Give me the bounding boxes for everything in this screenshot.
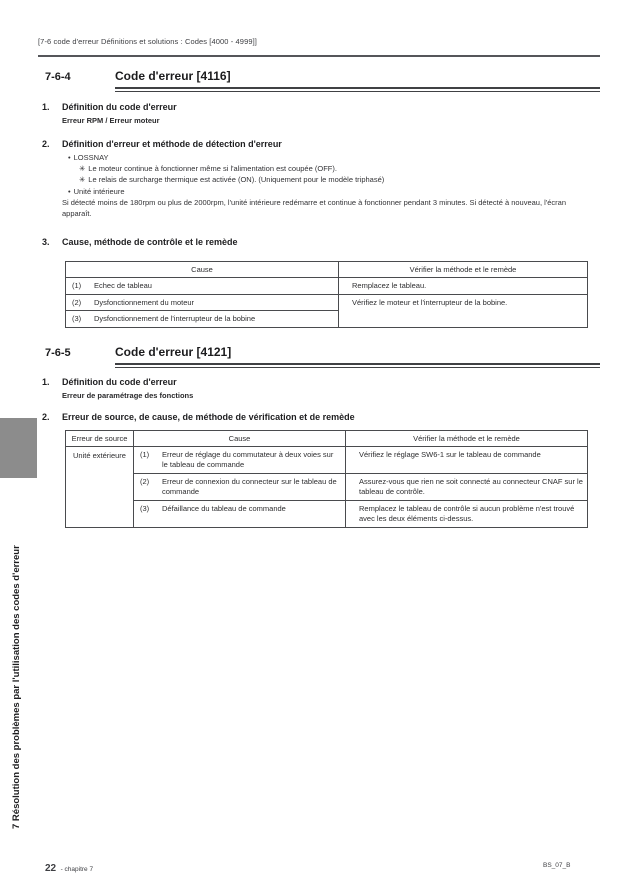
page-number: 22 [45, 863, 57, 874]
condition-text: Le relais de surcharge thermique est activée (ON). (Uniquement pour le modèle triphasé) [88, 175, 385, 184]
bullet-label: LOSSNAY [73, 153, 109, 162]
section-title-rule [115, 87, 600, 92]
chapter-side-label: 7 Résolution des problèmes par l'utilisation des codes d'erreur [11, 545, 22, 829]
cause-text: Dysfonctionnement de l'interrupteur de la bobine [94, 314, 256, 323]
column-header-remedy: Vérifier la méthode et le remède [346, 431, 588, 447]
cause-text: Erreur de connexion du connecteur sur le tableau de commande [162, 477, 337, 496]
column-header-cause: Cause [66, 262, 339, 278]
cause-text: Echec de tableau [94, 281, 152, 290]
item-heading-definition: Définition du code d'erreur [62, 102, 177, 112]
item-number: 2. [42, 139, 50, 149]
table-row [66, 294, 588, 311]
row-number: (2) [140, 477, 150, 486]
row-number: (1) [72, 281, 82, 290]
item-number: 1. [42, 102, 50, 112]
chapter-label: - chapitre 7 [60, 866, 94, 873]
remedy-cell: Vérifiez le réglage SW6-1 sur le tableau de commande [346, 447, 588, 474]
cause-text: Dysfonctionnement du moteur [94, 297, 195, 307]
cause-cell [66, 311, 339, 328]
bullet-indoor-unit [68, 187, 125, 196]
cause-cell [66, 278, 339, 295]
bullet-label: Unité intérieure [73, 187, 125, 196]
column-header-remedy: Vérifier la méthode et le remède [339, 262, 588, 278]
header-divider [38, 55, 600, 57]
bullet-lossnay [68, 153, 109, 162]
item-number: 1. [42, 377, 50, 387]
source-cause-remedy-table-4121 [65, 430, 588, 528]
item-heading-source-cause: Erreur de source, de cause, de méthode de vérification et de remède [62, 412, 355, 422]
table-header-row [66, 431, 588, 447]
cause-text: Erreur de réglage du commutateur à deux voies sur le tableau de commande [162, 450, 334, 469]
cause-cell [66, 294, 339, 311]
section-number-764: 7-6-4 [45, 71, 71, 83]
section-title-4121: Code d'erreur [4121] [115, 345, 232, 359]
item-heading-detection: Définition d'erreur et méthode de détection d'erreur [62, 139, 282, 149]
table-header-row [66, 262, 588, 278]
row-number: (3) [140, 504, 150, 513]
asterisk-icon: ✳ [79, 164, 86, 173]
page-footer-left [45, 858, 93, 876]
bullet-icon: • [68, 187, 71, 196]
section-number-765: 7-6-5 [45, 347, 71, 359]
detection-condition-1 [79, 164, 337, 173]
cause-cell [134, 447, 346, 474]
condition-text: Le moteur continue à fonctionner même si l'alimentation est coupée (OFF). [88, 164, 337, 173]
chapter-tab [0, 418, 37, 478]
item-heading-cause-remedy: Cause, méthode de contrôle et le remède [62, 237, 238, 247]
detection-condition-2 [79, 175, 384, 184]
section-title-rule [115, 363, 600, 368]
remedy-cell: Remplacez le tableau. [339, 278, 588, 295]
remedy-cell: Assurez-vous que rien ne soit connecté au connecteur CNAF sur le tableau de contrôle. [346, 474, 588, 501]
remedy-cell: Remplacez le tableau de contrôle si aucun problème n'est trouvé avec les deux éléments ci-dessus. [346, 501, 588, 528]
row-number: (2) [72, 297, 82, 307]
remedy-cell: Vérifiez le moteur et l'interrupteur de la bobine. [339, 294, 588, 327]
table-row [66, 501, 588, 528]
error-source-cell: Unité extérieure [66, 447, 134, 528]
item-number: 2. [42, 412, 50, 422]
cause-text: Défaillance du tableau de commande [162, 504, 286, 513]
detection-description: Si détecté moins de 180rpm ou plus de 2000rpm, l'unité intérieure redémarre et continue à fonctionner pendant 3 minutes. Si détecté à nouveau, l'écran apparaît. [62, 198, 567, 218]
cause-remedy-table-4116 [65, 261, 588, 328]
cause-cell [134, 474, 346, 501]
section-title-4116: Code d'erreur [4116] [115, 69, 231, 83]
cause-cell [134, 501, 346, 528]
error-definition-text: Erreur RPM / Erreur moteur [62, 116, 160, 125]
column-header-source: Erreur de source [66, 431, 134, 447]
table-row [66, 278, 588, 295]
column-header-cause: Cause [134, 431, 346, 447]
table-row [66, 474, 588, 501]
item-number: 3. [42, 237, 50, 247]
breadcrumb: [7-6 code d'erreur Définitions et solutions : Codes [4000 - 4999]] [38, 37, 257, 46]
table-row [66, 447, 588, 474]
document-reference: BS_07_B [543, 862, 571, 869]
bullet-icon: • [68, 153, 71, 162]
error-definition-text: Erreur de paramétrage des fonctions [62, 391, 194, 400]
item-heading-definition: Définition du code d'erreur [62, 377, 177, 387]
asterisk-icon: ✳ [79, 175, 86, 184]
row-number: (1) [140, 450, 150, 459]
row-number: (3) [72, 314, 82, 323]
